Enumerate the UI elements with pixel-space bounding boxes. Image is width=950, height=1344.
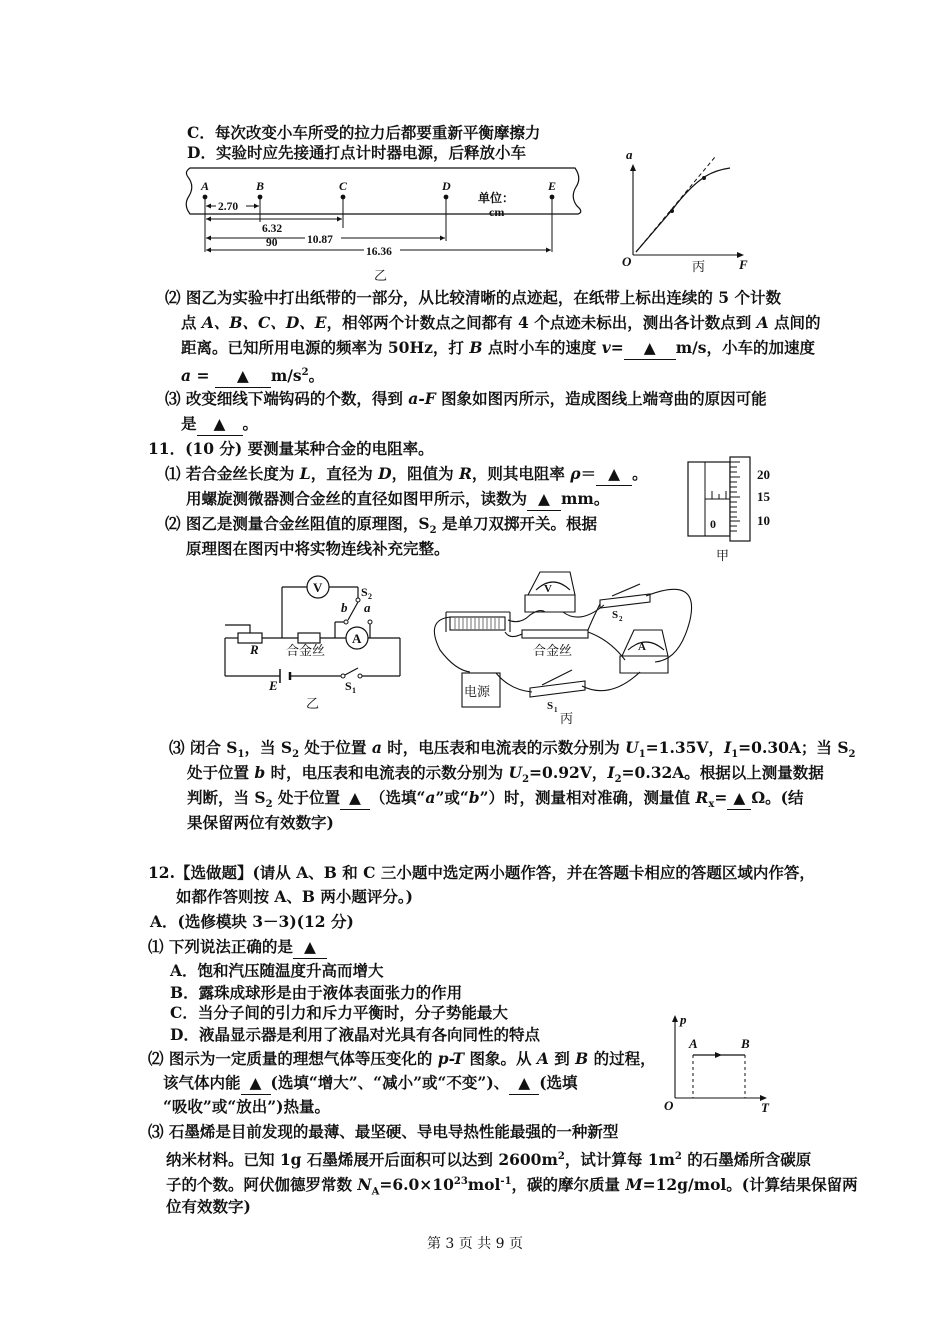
q10-p3-line2: 是 ▲ 。	[181, 413, 258, 436]
circuit-caption: 乙	[306, 696, 320, 711]
graph-caption: 丙	[692, 259, 706, 274]
tape-d3: 10.87	[307, 234, 333, 246]
apparatus-s1-sub: 1	[554, 706, 558, 714]
answer-blank-internal-energy[interactable]: ▲	[241, 1072, 271, 1095]
tape-label-c: C	[339, 179, 348, 193]
q12-p2-line1: ⑵ 图示为一定质量的理想气体等压变化的 p-T 图象。从 A 到 B 的过程，	[148, 1049, 656, 1068]
option-c: C．每次改变小车所受的拉力后都要重新平衡摩擦力	[187, 123, 541, 142]
tape-label-e: E	[548, 179, 557, 193]
q12-option-a: A．饱和汽压随温度升高而增大	[170, 961, 384, 980]
apparatus-source: 电源	[464, 684, 491, 699]
graph-y-label: a	[626, 147, 633, 162]
q11-heading: 11．(10 分) 要测量某种合金的电阻率。	[148, 439, 434, 458]
q12-section-a: A．(选修模块 3－3)(12 分)	[150, 912, 354, 931]
tape-caption: 乙	[374, 268, 388, 283]
micrometer-15: 15	[757, 489, 770, 504]
circuit-s2-sub: 2	[368, 592, 372, 601]
micrometer-20: 20	[757, 467, 770, 482]
tape-d4: 16.36	[366, 246, 392, 258]
circuit-r: R	[250, 642, 259, 657]
micrometer-zero: 0	[710, 517, 716, 531]
apparatus-caption: 丙	[560, 711, 574, 726]
q11-p3-line2: 处于位置 b 时，电压表和电流表的示数分别为 $U_2=0.92V$，$I_2=0.32A$。根据以上测量数据	[187, 763, 824, 786]
pt-b-label: B	[741, 1036, 750, 1051]
q12-p3-line2: 纳米材料。已知 1g 石墨烯展开后面积可以达到 $2600m^2$，试计算每 $1m^2$ 的石墨烯所含碳原	[166, 1150, 812, 1170]
tape-unit-label: 单位：	[478, 191, 515, 205]
q12-p2-line2: 该气体内能 ▲ (选填“增大”、“减小”或“不变”)、 ▲ (选填	[163, 1072, 578, 1095]
q12-heading-line1: 12.【选做题】(请从 A、B 和 C 三小题中选定两小题作答，并在答题卡相应的答题区域内作答，	[148, 863, 815, 882]
circuit-b: b	[341, 600, 348, 615]
q11-p3-line1: ⑶ 闭合 $S_1$，当 $S_2$ 处于位置 a 时，电压表和电流表的示数分别为 $U_1=1.35V$，$I_1=0.30A$；当 $S_2$	[169, 738, 856, 761]
micrometer-10: 10	[757, 513, 770, 528]
q11-p3-line4: 果保留两位有效数字)	[187, 813, 334, 832]
pt-origin: O	[664, 1098, 674, 1113]
q12-p3-line4: 位有效数字)	[166, 1197, 251, 1216]
graph-origin: O	[622, 254, 632, 269]
circuit-s1-sub: 1	[352, 686, 356, 695]
tape-label-d: D	[442, 179, 451, 193]
circuit-a: A	[352, 631, 362, 646]
q10-p3-line1: ⑶ 改变细线下端钩码的个数，得到 a-F 图象如图丙所示，造成图线上端弯曲的原因可能	[165, 389, 767, 408]
tape-label-a: A	[201, 179, 210, 193]
circuit-s1: S	[345, 679, 352, 693]
q12-option-d: D．液晶显示器是利用了液晶对光具有各向同性的特点	[170, 1025, 540, 1044]
q12-option-b: B．露珠成球形是由于液体表面张力的作用	[170, 983, 463, 1002]
q11-p3-line3: 判断，当 $S_2$ 处于位置 ▲ （选填“a”或“b”）时，测量相对准确，测量值 $R_x=$ ▲ Ω。(结	[187, 788, 804, 811]
circuit-e: E	[269, 678, 278, 693]
q11-p1-line2: 用螺旋测微器测合金丝的直径如图甲所示，读数为 ▲ mm。	[186, 488, 609, 511]
q12-option-c: C．当分子间的引力和斥力平衡时，分子势能最大	[170, 1003, 508, 1022]
circuit-wire: 合金丝	[286, 643, 326, 658]
tape-label-b: B	[256, 179, 265, 193]
pt-t-label: T	[761, 1100, 769, 1115]
q10-p2-line2: 点 A、B、C、D、E，相邻两个计数点之间都有 4 个点迹未标出，测出各计数点到 A 点间的	[181, 313, 821, 332]
tape-d3-prefix: 90	[266, 237, 278, 249]
answer-blank-v[interactable]: ▲	[624, 337, 676, 360]
apparatus-v: V	[544, 583, 552, 595]
graph-x-label: F	[739, 257, 748, 272]
q11-p1-line1: ⑴ 若合金丝长度为 L，直径为 D，阻值为 R，则其电阻率 ρ＝ ▲ 。	[165, 463, 648, 486]
apparatus-s2: S	[612, 609, 619, 621]
answer-blank-position[interactable]: ▲	[340, 787, 370, 810]
q11-p2-line1: ⑵ 图乙是测量合金丝阻值的原理图，$S_2$ 是单刀双掷开关。根据	[165, 514, 597, 537]
micrometer-caption: 甲	[716, 548, 730, 563]
answer-blank-rho[interactable]: ▲	[596, 463, 632, 486]
apparatus-wire: 合金丝	[533, 643, 573, 658]
q10-p2-line4: a = ▲ $m/s^2$。	[181, 362, 324, 388]
q10-p2-line3: 距离。已知所用电源的频率为 50Hz，打 B 点时小车的速度 v= ▲ m/s，小车的加速度	[181, 337, 815, 360]
tape-unit: cm	[489, 205, 505, 219]
answer-blank-correct[interactable]: ▲	[293, 936, 327, 959]
q12-p3-line1: ⑶ 石墨烯是目前发现的最薄、最坚硬、导电导热性能最强的一种新型	[148, 1122, 619, 1141]
q12-p3-line3: 子的个数。阿伏伽德罗常数 $N_A=6.0\times 10^{23}mol^{-1}$，碳的摩尔质量 M=12g/mol。(计算结果保留两	[166, 1175, 858, 1198]
tape-d2: 6.32	[262, 223, 283, 235]
apparatus-s2-sub: 2	[619, 615, 623, 623]
option-d: D．实验时应先接通打点计时器电源，后释放小车	[187, 143, 526, 162]
circuit-v: V	[313, 580, 323, 595]
pt-a-label: A	[689, 1036, 698, 1051]
circuit-s2: S	[361, 585, 368, 599]
q11-p2-line2: 原理图在图丙中将实物连线补充完整。	[186, 539, 450, 558]
tape-d1: 2.70	[218, 201, 239, 213]
answer-blank-a[interactable]: ▲	[215, 365, 271, 388]
pt-p-label: p	[680, 1012, 687, 1027]
answer-blank-heat[interactable]: ▲	[509, 1072, 539, 1095]
answer-blank-rx[interactable]: ▲	[727, 787, 751, 810]
q12-p1: ⑴ 下列说法正确的是 ▲	[148, 936, 327, 959]
circuit-a-pos: a	[364, 600, 371, 615]
q10-p2-line1: ⑵ 图乙为实验中打出纸带的一部分，从比较清晰的点迹起，在纸带上标出连续的 5 个计数	[165, 288, 781, 307]
q12-heading-line2: 如都作答则按 A、B 两小题评分。)	[176, 887, 414, 906]
q12-p2-line3: “吸收”或“放出”)热量。	[163, 1097, 330, 1116]
apparatus-a: A	[638, 641, 646, 653]
apparatus-s1: S	[547, 700, 554, 712]
answer-blank-diameter[interactable]: ▲	[527, 488, 561, 511]
page-footer: 第 3 页 共 9 页	[426, 1236, 524, 1252]
answer-blank-reason[interactable]: ▲	[197, 413, 243, 436]
